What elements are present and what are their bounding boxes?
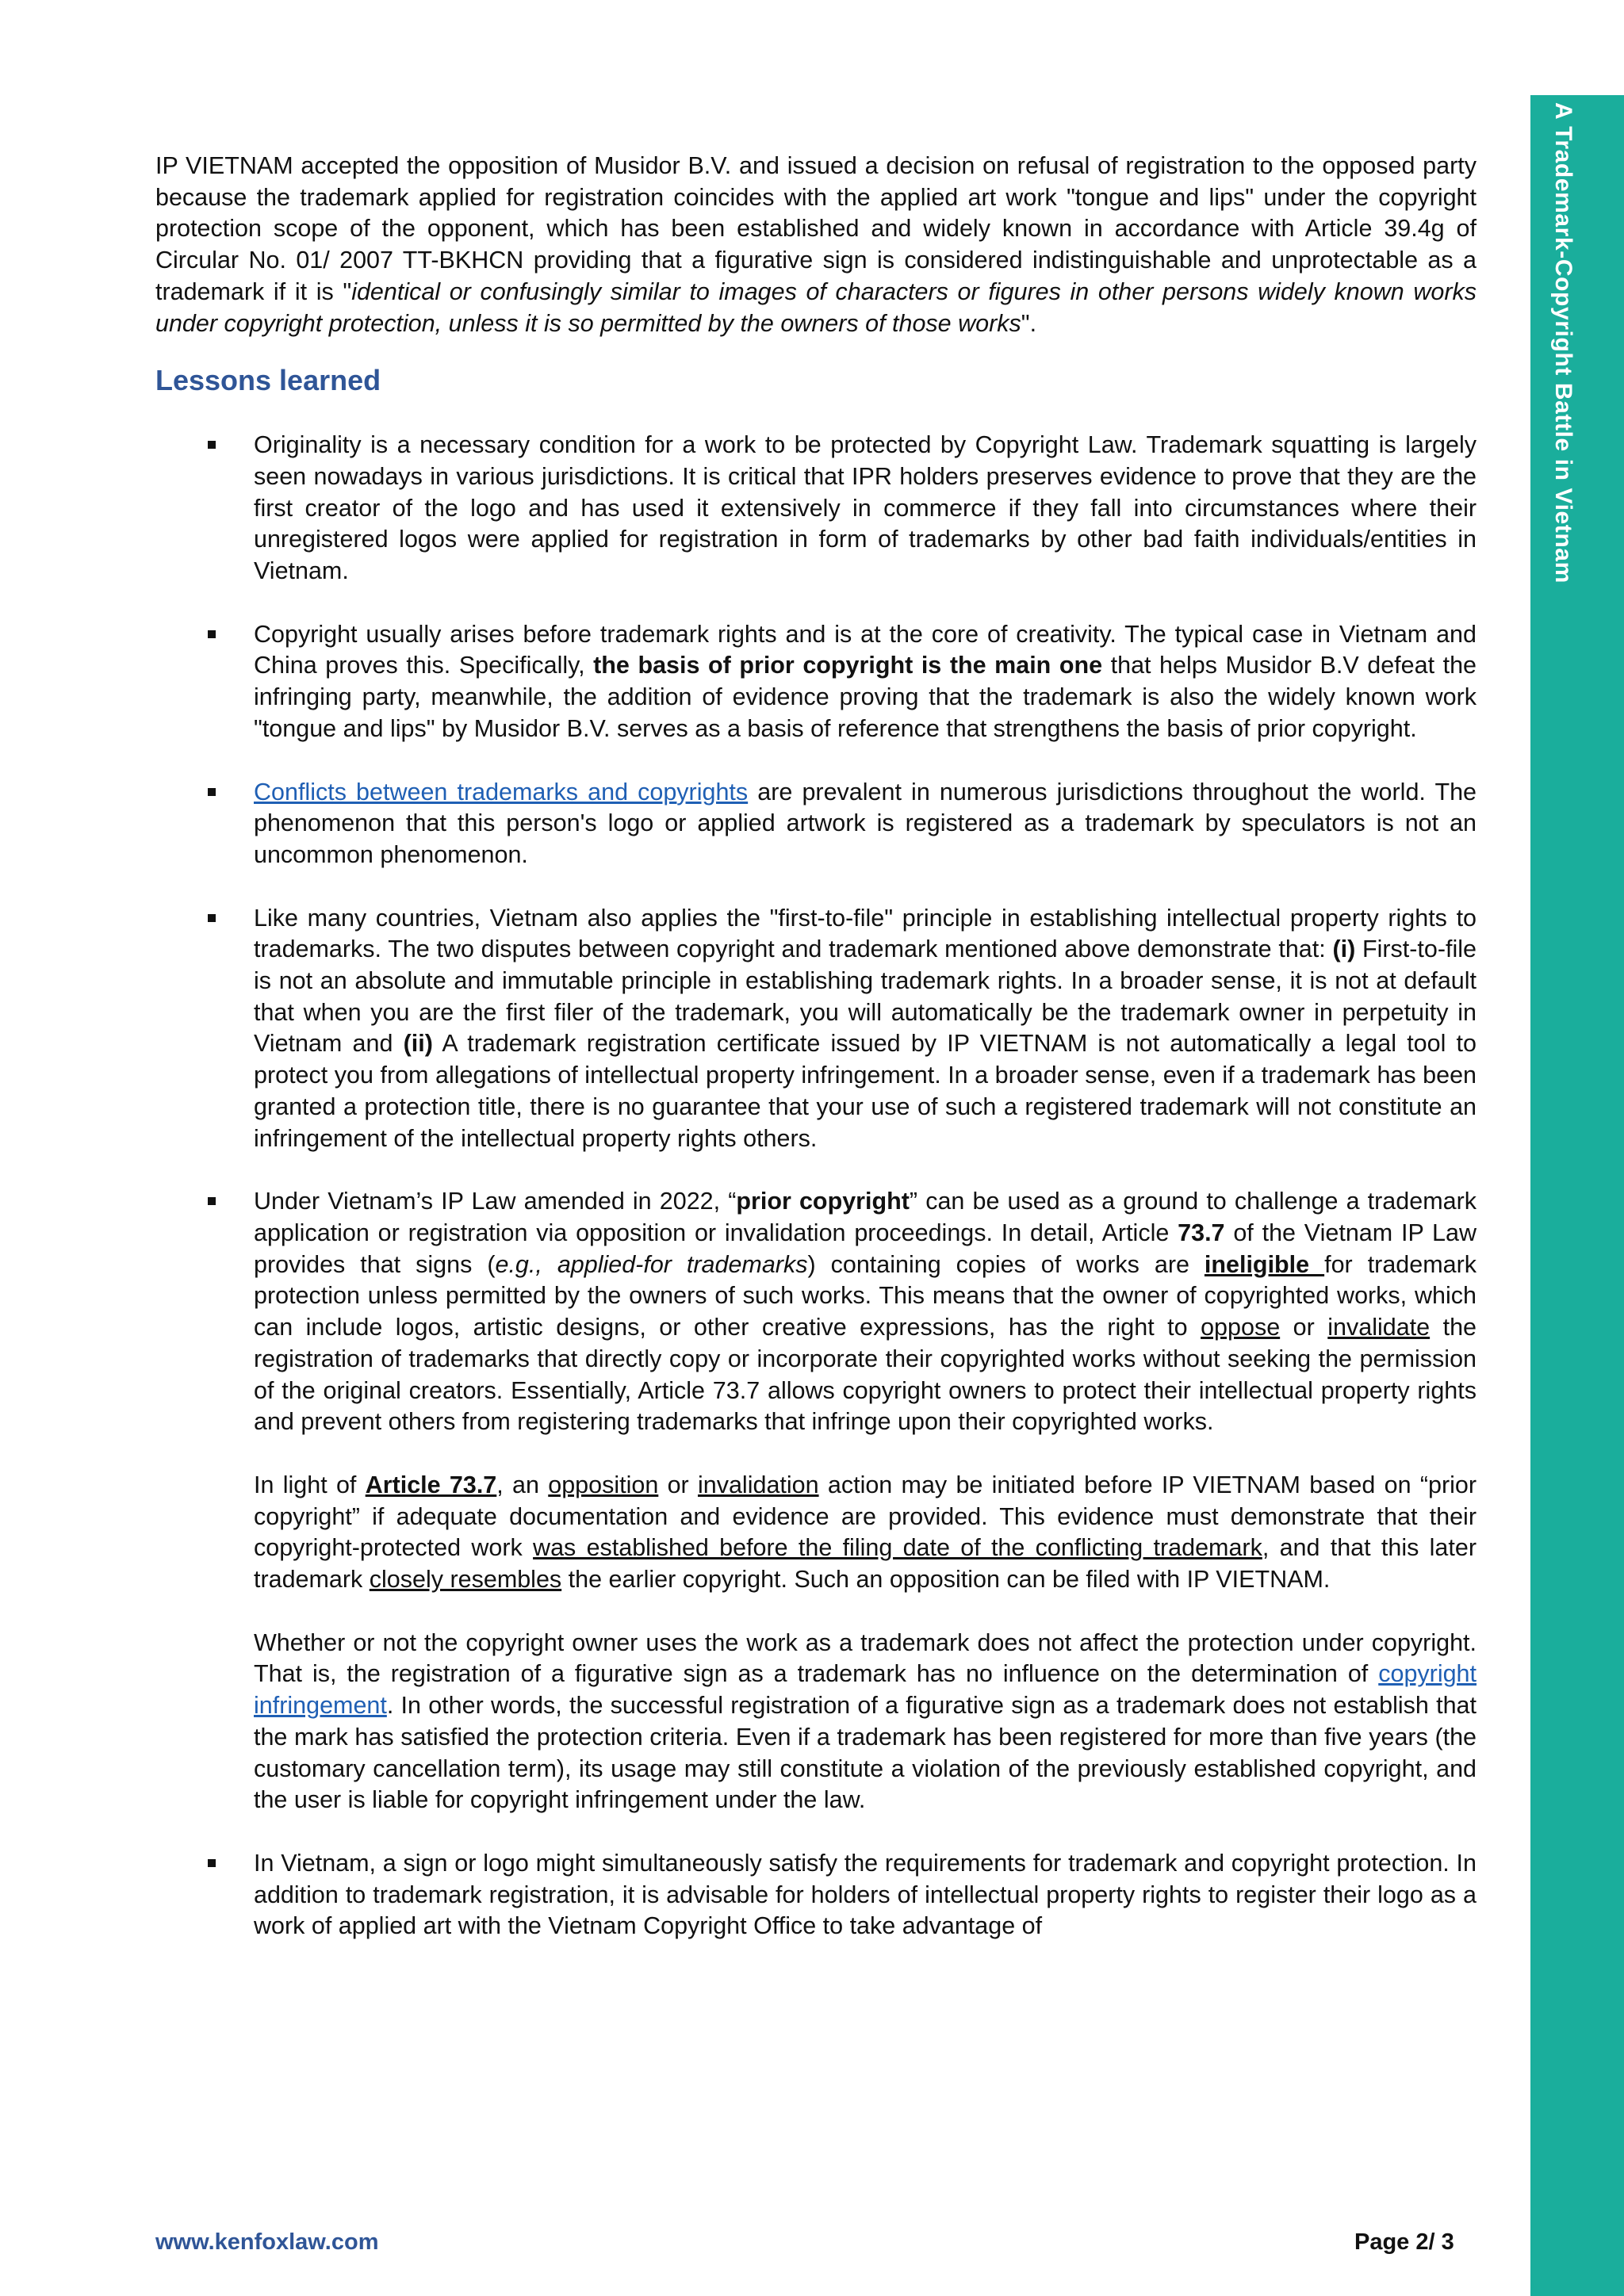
document-body — [155, 151, 1477, 1974]
bullet-subparagraph: In light of Article 73.7, an opposition or invalidation action may be initiated before IP VIETNAM based on “prior copyright” if adequate documentation and evidence are provided. This evidence must demonstrate that their copyright-protected work was established before the filing date of the conflicting trademark, and that this later trademark closely resembles the earlier copyright. Such an opposition can be filed with IP VIETNAM. — [254, 1471, 1477, 1594]
sidebar-band — [1530, 95, 1624, 2296]
list-item — [155, 619, 1477, 745]
lessons-list — [155, 430, 1477, 1942]
footer-page-number: Page 2/ 3 — [1354, 2229, 1454, 2255]
bullet-square-icon — [208, 914, 216, 922]
list-item — [155, 430, 1477, 587]
list-item — [155, 1186, 1477, 1816]
bullet-square-icon — [208, 630, 216, 638]
bullet-text: Conflicts between trademarks and copyrights are prevalent in numerous jurisdictions throughout the world. The phenomenon that this person's logo or applied artwork is registered as a trademark by speculators is not an uncommon phenomenon. — [254, 778, 1477, 868]
bullet-subparagraph: Whether or not the copyright owner uses the work as a trademark does not affect the protection under copyright. That is, the registration of a figurative sign as a trademark has no influence on the determination of copyright infringement. In other words, the successful registration of a figurative sign as a trademark does not establish that the mark has satisfied the protection criteria. Even if a trademark has been registered for more than five years (the customary cancellation term), its usage may still constitute a violation of the previously established copyright, and the user is liable for copyright infringement under the law. — [254, 1628, 1477, 1814]
footer-website-link[interactable]: www.kenfoxlaw.com — [155, 2229, 379, 2255]
list-item — [155, 777, 1477, 871]
bullet-text: Under Vietnam’s IP Law amended in 2022, “prior copyright” can be used as a ground to challenge a trademark application or registration via opposition or invalidation proceedings. In detail, Article 73.7 of the Vietnam IP Law provides that signs (e.g., applied-for trademarks) containing copies of works are ineligible for trademark protection unless permitted by the owners of such works. This means that the owner of copyrighted works, which can include logos, artistic designs, or other creative expressions, has the right to oppose or invalidate the registration of trademarks that directly copy or incorporate their copyrighted works without seeking the permission of the original creators. Essentially, Article 73.7 allows copyright owners to protect their intellectual property rights and prevent others from registering trademarks that infringe upon their copyrighted works. — [254, 1188, 1477, 1436]
bullet-text: In Vietnam, a sign or logo might simultaneously satisfy the requirements for trademark and copyright protection. In addition to trademark registration, it is advisable for holders of intellectual property rights to register their logo as a work of applied art with the Vietnam Copyright Office to take advantage of — [254, 1849, 1477, 1940]
list-item — [155, 903, 1477, 1155]
bullet-square-icon — [208, 788, 216, 796]
bullet-text: Like many countries, Vietnam also applies the "first-to-file" principle in establishing intellectual property rights to trademarks. The two disputes between copyright and trademark mentioned above demonstrate that: (i) First-to-file is not an absolute and immutable principle in establishing trademark rights. In a broader sense, it is not at default that when you are the first filer of the trademark, you will automatically be the trademark owner in perpetuity in Vietnam and (ii) A trademark registration certificate issued by IP VIETNAM is not automatically a legal tool to protect you from allegations of intellectual property infringement. In a broader sense, even if a trademark has been granted a protection title, there is no guarantee that your use of such a registered trademark will not constitute an infringement of the intellectual property rights others. — [254, 904, 1477, 1152]
bullet-text: Originality is a necessary condition for a work to be protected by Copyright Law. Trademark squatting is largely seen nowadays in various jurisdictions. It is critical that IPR holders preserves evidence to prove that they are the first creator of the logo and has used it extensively in commerce if they fall into circumstances where their unregistered logos were applied for registration in form of trademarks by other bad faith individuals/entities in Vietnam. — [254, 431, 1477, 585]
intro-paragraph: IP VIETNAM accepted the opposition of Musidor B.V. and issued a decision on refusal of registration to the opposed party because the trademark applied for registration coincides with the applied art work "tongue and lips" under the copyright protection scope of the opponent, which has been established and widely known in accordance with Article 39.4g of Circular No. 01/ 2007 TT-BKHCN providing that a figurative sign is considered indistinguishable and unprotectable as a trademark if it is "identical or confusingly similar to images of characters or figures in other persons widely known works under copyright protection, unless it is so permitted by the owners of those works". — [155, 152, 1477, 337]
bullet-square-icon — [208, 441, 216, 449]
bullet-square-icon — [208, 1859, 216, 1867]
list-item — [155, 1848, 1477, 1942]
link-copyright-infringement[interactable]: copyright infringement — [254, 1660, 1477, 1720]
section-heading-lessons: Lessons learned — [155, 364, 381, 397]
bullet-text: Copyright usually arises before trademark rights and is at the core of creativity. The typical case in Vietnam and China proves this. Specifically, the basis of prior copyright is the main one that helps Musidor B.V defeat the infringing party, meanwhile, the addition of evidence proving that the trademark is also the widely known work "tongue and lips" by Musidor B.V. serves as a basis of reference that strengthens the basis of prior copyright. — [254, 620, 1477, 742]
sidebar-title-text: A Trademark-Copyright Battle in Vietnam — [1550, 102, 1576, 584]
link-conflicts-trademarks-copyrights[interactable]: Conflicts between trademarks and copyrights — [254, 778, 749, 806]
bullet-square-icon — [208, 1197, 216, 1205]
